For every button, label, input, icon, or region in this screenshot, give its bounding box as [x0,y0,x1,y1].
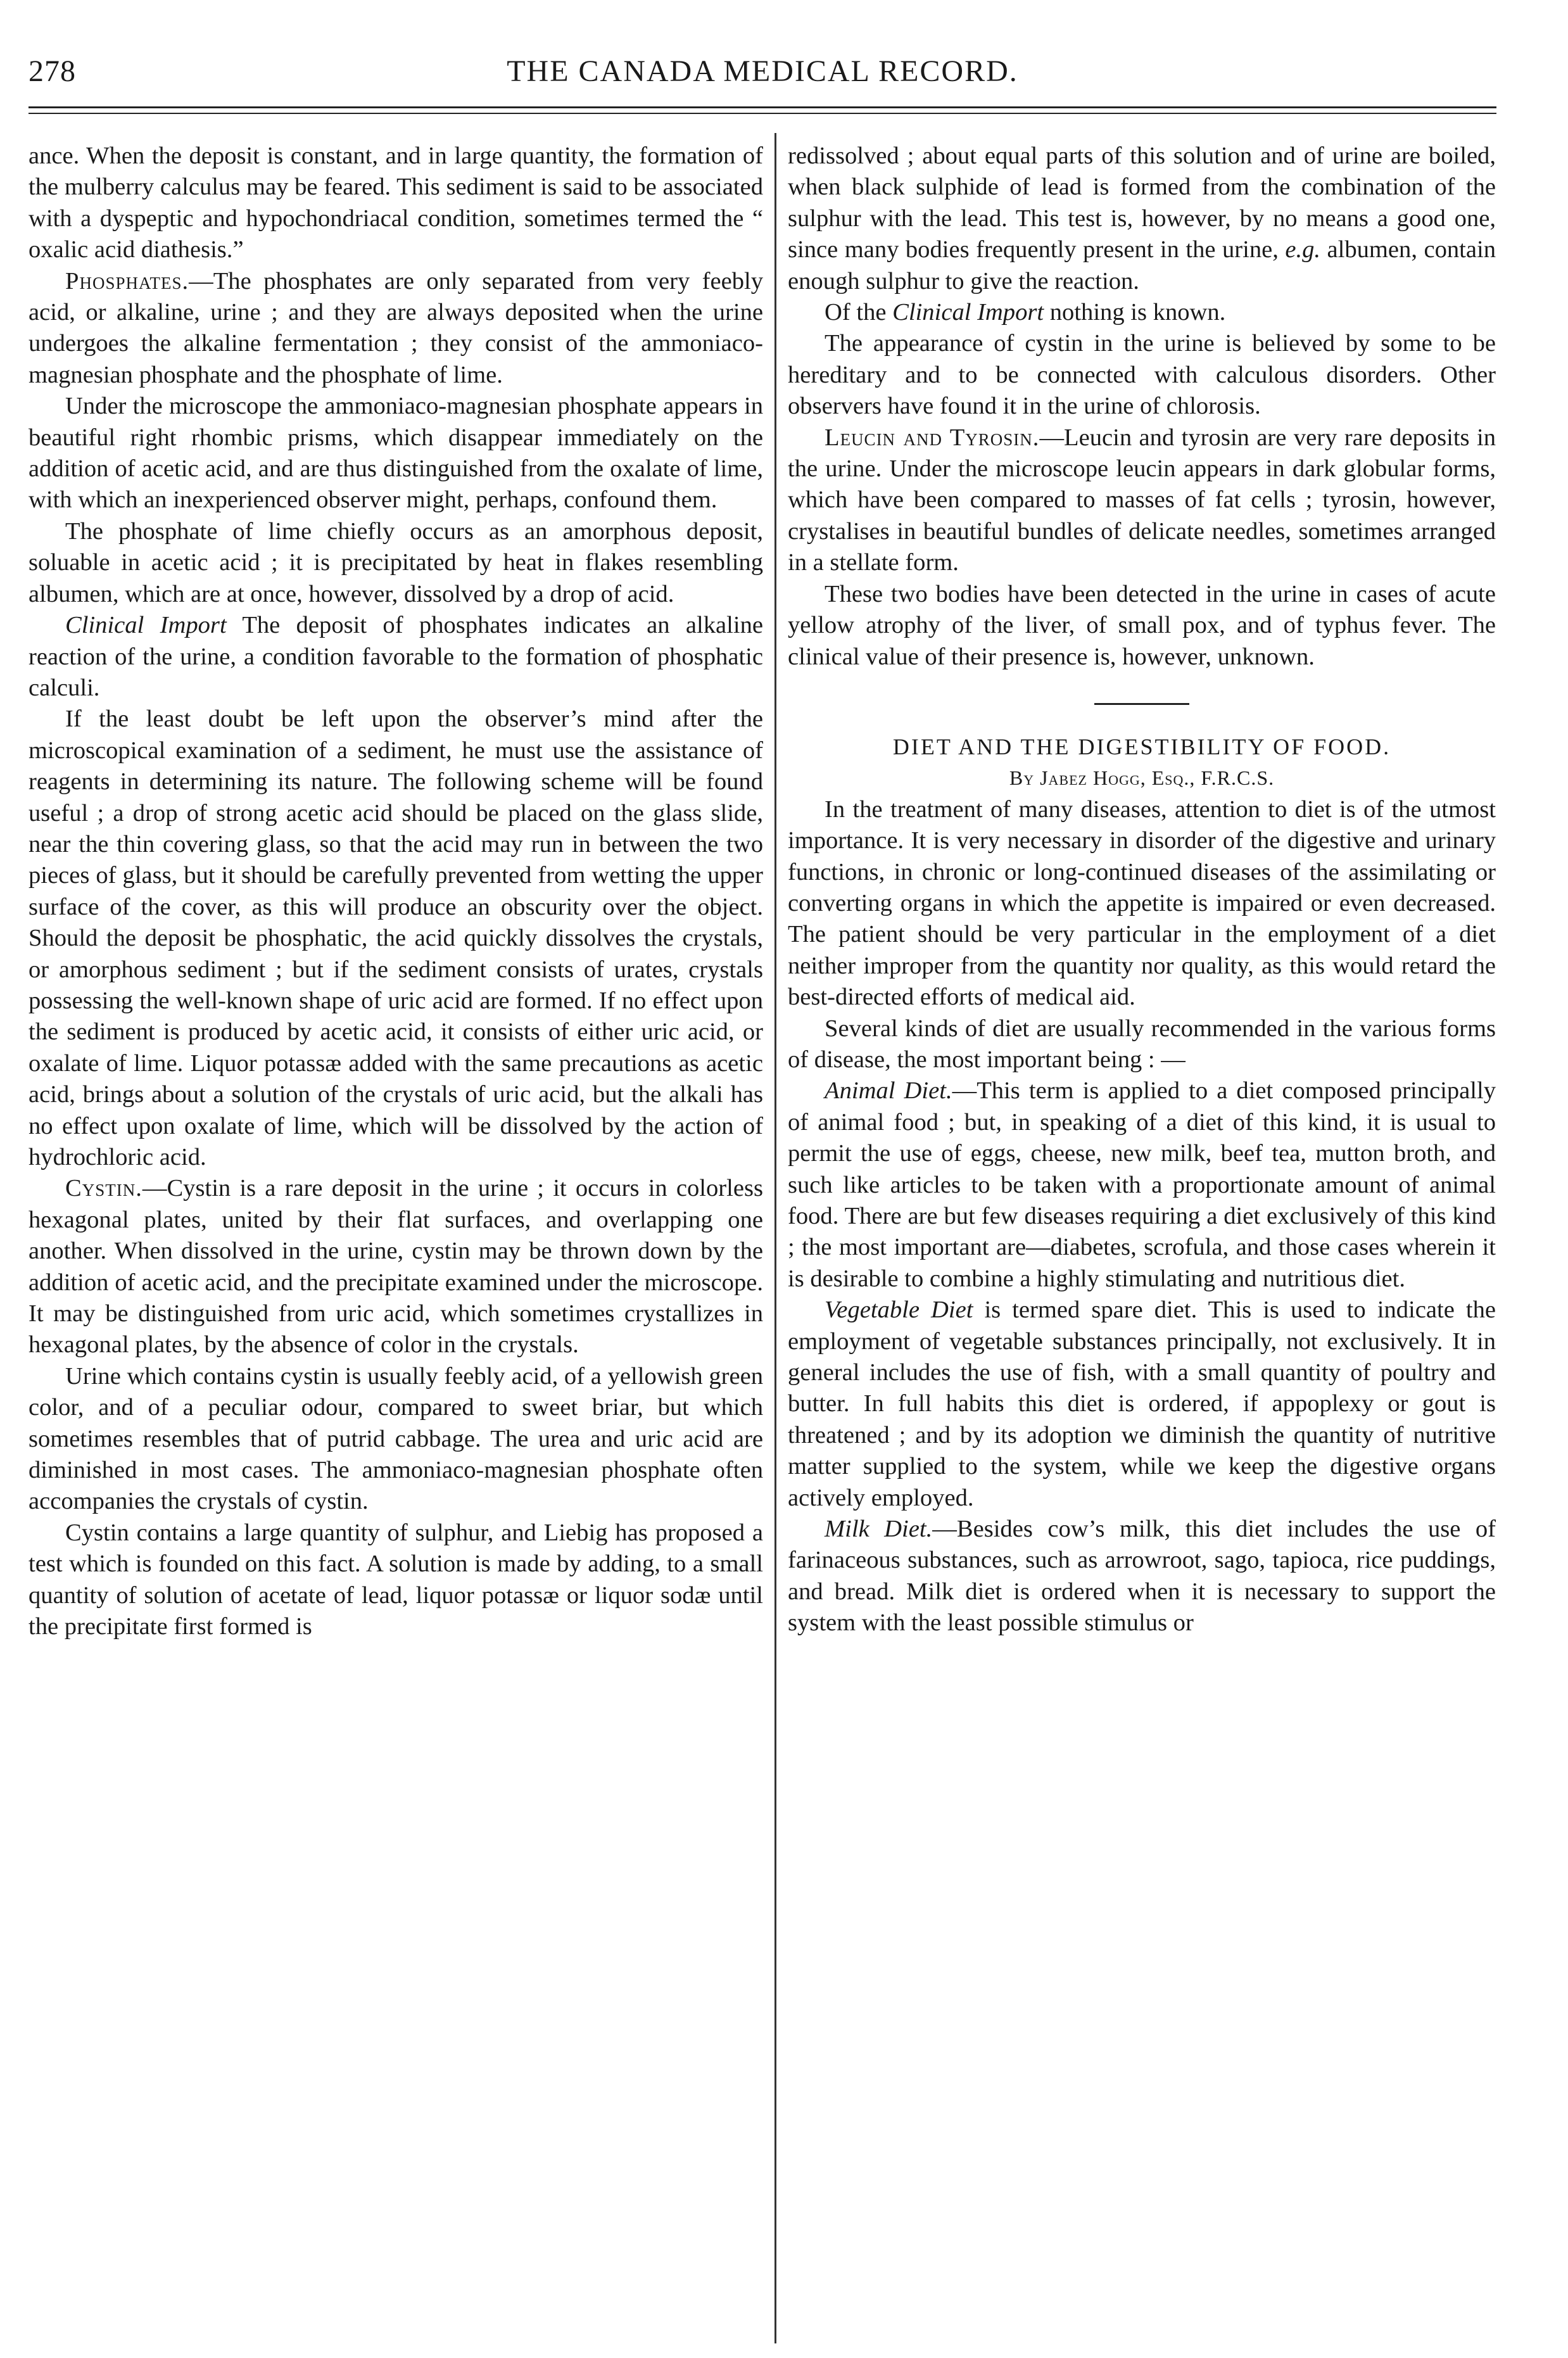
header-rule-bottom [28,113,1496,114]
paragraph-clinical-import [28,610,763,704]
paragraph-leucin-tyrosin [788,422,1496,579]
italic-clinical-import: Clinical Import [892,299,1044,326]
section-heading-cystin: Cystin. [65,1175,142,1202]
running-title: THE CANADA MEDICAL RECORD. [507,54,1018,88]
paragraph-hereditary: The appearance of cystin in the urine is believed by some to be hereditary and to be connected with calculous disorders. Other observers have found it in the urine of chlorosis. [788,330,1496,420]
left-column [28,141,763,2338]
article-divider [1094,703,1189,705]
paragraph-text: —Cystin is a rare deposit in the urine ; it occurs in colorless hexagonal plates, united by their flat surfaces, and overlapping one another. When dissolved in the urine, cystin may be thrown down by the addition of acetic acid, and the precipitate examined under the microscope. It may be distinguished from uric acid, which sometimes crystallizes in hexagonal plates, by the absence of color in the crystals. [28,1175,763,1359]
paragraph-text: —This term is applied to a diet composed principally of animal food ; but, in speaking of a diet of this kind, it is usual to permit the use of eggs, cheese, new milk, beef tea, mutton broth, and such like articles to be taken with a proportionate amount of animal food. There are but few diseases requiring a diet exclusively of this kind ; the most important are—diabetes, scrofula, and those cases wherein it is desirable to combine a highly stimulating and nutritious diet. [788,1077,1496,1292]
paragraph-two-bodies: These two bodies have been detected in the urine in cases of acute yellow atrophy of the liver, of small pox, and of typhus fever. The clinical value of their presence is, however, unknown. [788,580,1496,670]
paragraph-kinds-of-diet: Several kinds of diet are usually recommended in the various forms of disease, the most important being : — [788,1015,1496,1073]
paragraph-text: nothing is known. [1044,299,1226,326]
paragraph-text: is termed spare diet. This is used to indicate the employment of vegetable substances principally, not exclusively. It in general includes the use of fish, with a small quantity of poultry and butter. In full habits this diet is ordered, if appoplexy or gout is threatened ; and by its adoption we diminish the quantity of nutritive matter supplied to the system, while we keep the digestive organs actively employed. [788,1296,1496,1511]
paragraph-cystin [28,1173,763,1360]
paragraph-reagents: If the least doubt be left upon the observer’s mind after the microscopical examination of a sediment, he must use the assistance of reagents in determining its nature. The following scheme will be found useful ; a drop of strong acetic acid should be placed on the glass slide, near the thin covering glass, so that the acid may run in between the two pieces of glass, but it should be carefully prevented from wetting the upper surface of the cover, as this will produce an obscurity over the object. Should the deposit be phosphatic, the acid quickly dissolves the crystals, or amorphous sediment ; but if the sediment consists of urates, crystals possessing the well-known shape of uric acid are formed. If no effect upon the sediment is produced by acetic acid, it consists of either uric acid, or oxalate of lime. Liquor potassæ added with the same precautions as acetic acid, brings about a solution of the crystals of uric acid, but the alkali has no effect upon oxalate of lime, which will be dissolved by the action of hydrochloric acid. [28,706,763,1170]
paragraph-text: —Besides cow’s milk, this diet includes the use of farinaceous substances, such as arrowroot, sago, tapioca, rice puddings, and bread. Milk diet is ordered when it is necessary to support the system with the least possible stimulus or [788,1516,1496,1637]
column-divider [775,133,776,2343]
paragraph-diet-intro: In the treatment of many diseases, attention to diet is of the utmost importance. It is very necessary in disorder of the digestive and urinary functions, in chronic or long-continued diseases of the assimilating or converting organs in which the appetite is impaired or even decreased. The patient should be very particular in the employment of a diet neither improper from the quantity nor quality, as this would retard the best-directed efforts of medical aid. [788,796,1496,1011]
paragraph-text: Of the [825,299,893,326]
italic-heading-vegetable-diet: Vegetable Diet [825,1296,973,1324]
paragraph-text: redissolved ; about equal parts of this solution and of urine are boiled, when black sulphide of lead is formed from the combination of the sulphur with the lead. This test is, however, by no means a good one, since many bodies frequently present in the urine, [788,143,1496,263]
italic-heading-clinical-import: Clinical Import [65,612,227,639]
italic-heading-animal-diet: Animal Diet. [825,1077,952,1105]
italic-eg: e.g. [1285,236,1321,263]
paragraph-phosphates [28,266,763,391]
article-byline: By Jabez Hogg, Esq., F.R.C.S. [1009,766,1275,790]
article-title: DIET AND THE DIGESTIBILITY OF FOOD. [892,733,1391,759]
page-header [28,54,1496,98]
paragraph-microscope: Under the microscope the ammoniaco-magnesian phosphate appears in beautiful right rhombic prisms, which disappear immediately on the addition of acetic acid, and are thus distinguished from the oxalate of lime, with which an inexperienced observer might, perhaps, confound them. [28,393,763,514]
paragraph-clinical-unknown [788,297,1496,328]
italic-heading-milk-diet: Milk Diet. [825,1516,933,1543]
page-number: 278 [28,54,76,88]
paragraph-cystin-sulphur: Cystin contains a large quantity of sulphur, and Liebig has proposed a test which is founded on this fact. A solution is made by adding, to a small quantity of solution of acetate of lead, liquor potassæ or liquor sodæ until the precipitate first formed is [28,1519,763,1640]
paragraph-milk-diet [788,1514,1496,1639]
section-heading-phosphates: Phosphates. [65,267,189,295]
section-heading-leucin-tyrosin: Leucin and Tyrosin. [825,424,1040,451]
paragraph-text: The deposit of phosphates indicates an alkaline reaction of the urine, a condition favorable to the formation of phosphatic calculi. [28,612,763,701]
paragraph-phosphate-lime: The phosphate of lime chiefly occurs as an amorphous deposit, soluable in acetic acid ; it is precipitated by heat in flakes resembling albumen, which are at once, however, dissolved by a drop of acid. [28,517,763,607]
paragraph-redissolved [788,141,1496,297]
paragraph-vegetable-diet [788,1295,1496,1514]
paragraph-animal-diet [788,1075,1496,1295]
paragraph-text: —Leucin and tyrosin are very rare deposits in the urine. Under the microscope leucin appears in dark globular forms, which have been compared to masses of fat cells ; tyrosin, however, crystalises in beautiful bundles of delicate needles, sometimes arranged in a stellate form. [788,424,1496,576]
right-column [788,141,1496,2338]
paragraph-oxalate: ance. When the deposit is constant, and in large quantity, the formation of the mulberry calculus may be feared. This sediment is said to be associated with a dyspeptic and hypochondriacal condition, sometimes termed the “ oxalic acid diathesis.” [28,143,763,263]
paragraph-text: —The phosphates are only separated from very feebly acid, or alkaline, urine ; and they are always deposited when the urine undergoes the alkaline fermentation ; they consist of the ammoniaco-magnesian phosphate and the phosphate of lime. [28,267,763,388]
paragraph-cystin-urine: Urine which contains cystin is usually feebly acid, of a yellowish green color, and of a peculiar odour, compared to sweet briar, but which sometimes resembles that of putrid cabbage. The urea and uric acid are diminished in most cases. The ammoniaco-magnesian phosphate often accompanies the crystals of cystin. [28,1362,763,1515]
paragraph-text: albumen, contain enough sulphur to give the reaction. [788,236,1496,295]
header-rule-top [28,106,1496,108]
